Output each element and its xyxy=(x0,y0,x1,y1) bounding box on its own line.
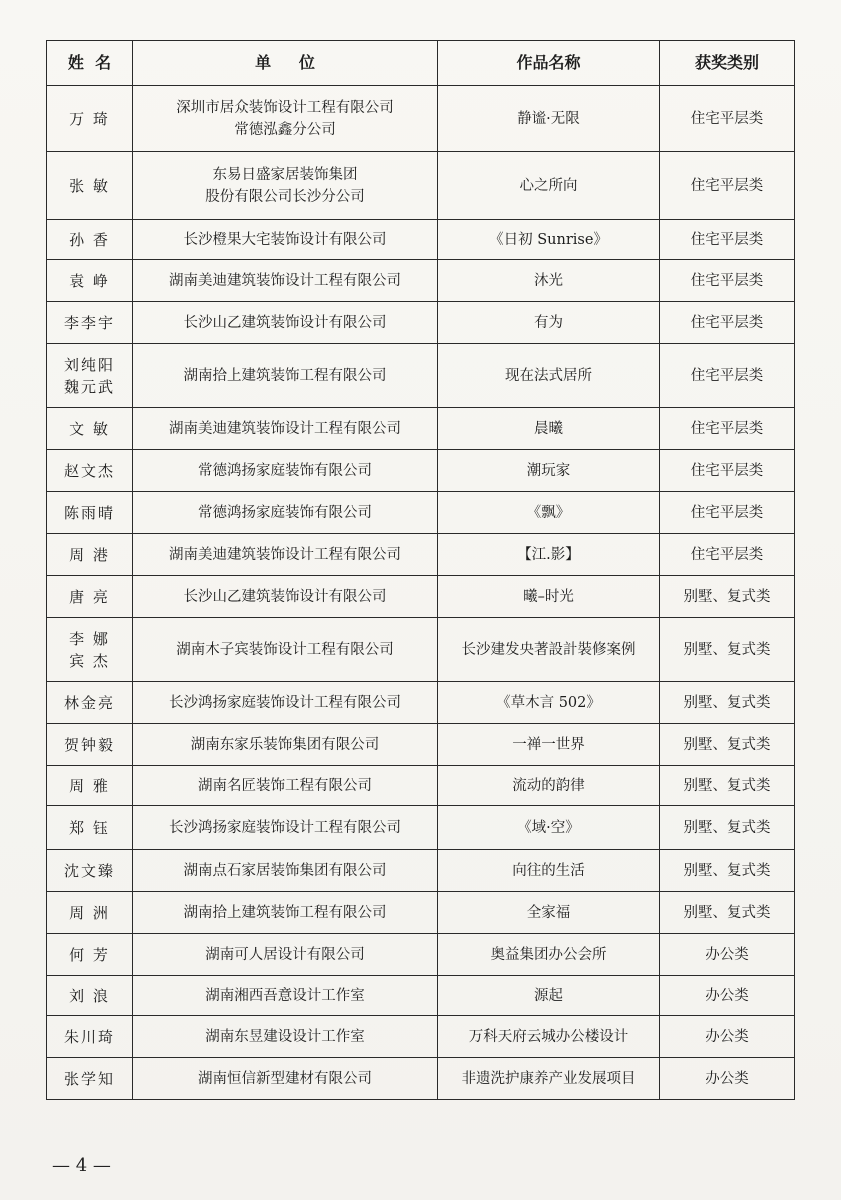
unit-cell-text: 长沙橙果大宅装饰设计有限公司 xyxy=(183,231,387,248)
table-row xyxy=(47,766,795,806)
unit-cell xyxy=(133,534,438,576)
name-cell-text: 张 敏 xyxy=(69,176,110,195)
name-cell-text: 何 芳 xyxy=(69,945,110,964)
unit-cell-text: 湖南恒信新型建材有限公司 xyxy=(198,1070,372,1087)
category-cell xyxy=(660,576,795,618)
work-cell xyxy=(438,86,660,152)
header-work: 作品名称 xyxy=(438,41,660,86)
category-cell-text: 住宅平层类 xyxy=(690,314,764,331)
category-cell xyxy=(660,220,795,260)
work-cell-text: 心之所向 xyxy=(519,177,578,194)
table-row xyxy=(47,892,795,934)
work-cell xyxy=(438,152,660,220)
header-name: 姓 名 xyxy=(47,41,133,86)
table-row xyxy=(47,934,795,976)
name-cell-text: 袁 峥 xyxy=(69,271,110,290)
unit-cell xyxy=(133,724,438,766)
unit-cell xyxy=(133,408,438,450)
unit-cell xyxy=(133,934,438,976)
name-cell xyxy=(47,682,133,724)
category-cell xyxy=(660,534,795,576)
work-cell xyxy=(438,576,660,618)
work-cell-text: 晨曦 xyxy=(534,420,563,437)
page-number: — 4 — xyxy=(52,1155,111,1176)
unit-cell-text: 长沙山乙建筑装饰设计有限公司 xyxy=(183,588,387,605)
name-cell-text: 郑 钰 xyxy=(69,818,110,837)
name-cell xyxy=(47,302,133,344)
work-cell-text: 潮玩家 xyxy=(526,462,571,479)
unit-cell xyxy=(133,682,438,724)
name-cell xyxy=(47,86,133,152)
unit-cell-text: 湖南东昱建设设计工作室 xyxy=(205,1028,365,1045)
name-cell xyxy=(47,492,133,534)
unit-cell xyxy=(133,220,438,260)
table-row xyxy=(47,618,795,682)
work-cell xyxy=(438,976,660,1016)
category-cell xyxy=(660,344,795,408)
name-cell-text: 孙 香 xyxy=(69,230,110,249)
name-cell xyxy=(47,534,133,576)
table-row xyxy=(47,408,795,450)
unit-cell xyxy=(133,86,438,152)
category-cell-text: 别墅、复式类 xyxy=(683,819,771,836)
name-cell-text: 周 洲 xyxy=(69,903,110,922)
name-cell xyxy=(47,976,133,1016)
unit-cell xyxy=(133,576,438,618)
category-cell xyxy=(660,86,795,152)
name-cell xyxy=(47,408,133,450)
name-cell-text: 张学知 xyxy=(63,1069,115,1088)
table-row xyxy=(47,152,795,220)
table-row xyxy=(47,576,795,618)
category-cell-text: 别墅、复式类 xyxy=(683,736,771,753)
name-cell-text: 文 敏 xyxy=(69,419,110,438)
work-cell-text: 奥益集团办公会所 xyxy=(490,946,607,963)
unit-cell-text: 湖南可人居设计有限公司 xyxy=(205,946,365,963)
category-cell-text: 住宅平层类 xyxy=(690,367,764,384)
name-cell xyxy=(47,1058,133,1100)
unit-cell-text: 常德鸿扬家庭装饰有限公司 xyxy=(198,462,372,479)
work-cell xyxy=(438,492,660,534)
table-row xyxy=(47,260,795,302)
unit-cell-text: 东易日盛家居装饰集团 股份有限公司长沙分公司 xyxy=(205,166,365,205)
unit-cell xyxy=(133,492,438,534)
name-cell-text: 唐 亮 xyxy=(69,587,110,606)
work-cell-text: 《日初 Sunrise》 xyxy=(489,231,608,248)
work-cell xyxy=(438,934,660,976)
category-cell-text: 住宅平层类 xyxy=(690,546,764,563)
category-cell xyxy=(660,1058,795,1100)
unit-cell-text: 湖南美迪建筑装饰设计工程有限公司 xyxy=(169,272,401,289)
category-cell xyxy=(660,1016,795,1058)
category-cell-text: 住宅平层类 xyxy=(690,504,764,521)
unit-cell-text: 湖南湘西吾意设计工作室 xyxy=(205,987,365,1004)
category-cell-text: 别墅、复式类 xyxy=(683,641,771,658)
unit-cell-text: 长沙山乙建筑装饰设计有限公司 xyxy=(183,314,387,331)
unit-cell xyxy=(133,976,438,1016)
category-cell-text: 办公类 xyxy=(705,1070,749,1087)
unit-cell xyxy=(133,1058,438,1100)
work-cell-text: 全家福 xyxy=(526,904,571,921)
category-cell xyxy=(660,492,795,534)
name-cell-text: 贺钟毅 xyxy=(63,735,115,754)
work-cell-text: 《域·空》 xyxy=(517,819,580,836)
work-cell-text: 曦–时光 xyxy=(523,588,574,605)
category-cell xyxy=(660,302,795,344)
work-cell xyxy=(438,260,660,302)
work-cell xyxy=(438,766,660,806)
name-cell-text: 刘 浪 xyxy=(69,986,110,1005)
name-cell-text: 李 娜 宾 杰 xyxy=(69,629,110,670)
category-cell-text: 办公类 xyxy=(705,946,749,963)
category-cell xyxy=(660,850,795,892)
name-cell-text: 万 琦 xyxy=(69,109,110,128)
work-cell-text: 【江.影】 xyxy=(517,546,580,563)
name-cell xyxy=(47,724,133,766)
category-cell xyxy=(660,450,795,492)
name-cell-text: 周 雅 xyxy=(69,776,110,795)
unit-cell xyxy=(133,850,438,892)
unit-cell-text: 湖南东家乐装饰集团有限公司 xyxy=(190,736,380,753)
table-row xyxy=(47,450,795,492)
header-unit: 单 位 xyxy=(133,41,438,86)
table-row xyxy=(47,1058,795,1100)
work-cell xyxy=(438,220,660,260)
table-row xyxy=(47,86,795,152)
category-cell xyxy=(660,892,795,934)
work-cell-text: 现在法式居所 xyxy=(505,367,592,384)
table-row xyxy=(47,1016,795,1058)
name-cell xyxy=(47,806,133,850)
category-cell-text: 住宅平层类 xyxy=(690,272,764,289)
table-row xyxy=(47,220,795,260)
work-cell xyxy=(438,618,660,682)
name-cell xyxy=(47,450,133,492)
unit-cell xyxy=(133,450,438,492)
name-cell xyxy=(47,1016,133,1058)
unit-cell-text: 湖南美迪建筑装饰设计工程有限公司 xyxy=(169,546,401,563)
category-cell xyxy=(660,724,795,766)
category-cell-text: 住宅平层类 xyxy=(690,177,764,194)
unit-cell xyxy=(133,344,438,408)
table-row xyxy=(47,806,795,850)
table-header-row xyxy=(47,41,795,86)
work-cell xyxy=(438,806,660,850)
name-cell-text: 林金亮 xyxy=(63,693,115,712)
work-cell xyxy=(438,344,660,408)
name-cell-text: 刘纯阳 魏元武 xyxy=(63,355,115,396)
name-cell-text: 陈雨晴 xyxy=(63,503,115,522)
unit-cell xyxy=(133,260,438,302)
category-cell-text: 别墅、复式类 xyxy=(683,862,771,879)
table-row xyxy=(47,344,795,408)
category-cell-text: 别墅、复式类 xyxy=(683,588,771,605)
category-cell xyxy=(660,618,795,682)
unit-cell-text: 湖南木子宾装饰设计工程有限公司 xyxy=(176,641,394,658)
category-cell-text: 办公类 xyxy=(705,987,749,1004)
category-cell xyxy=(660,934,795,976)
category-cell-text: 住宅平层类 xyxy=(690,420,764,437)
category-cell xyxy=(660,408,795,450)
work-cell-text: 一禅一世界 xyxy=(512,736,585,753)
unit-cell xyxy=(133,766,438,806)
work-cell xyxy=(438,302,660,344)
table-row xyxy=(47,724,795,766)
name-cell xyxy=(47,850,133,892)
unit-cell-text: 湖南拾上建筑装饰工程有限公司 xyxy=(183,904,387,921)
name-cell xyxy=(47,220,133,260)
unit-cell-text: 深圳市居众装饰设计工程有限公司 常德泓鑫分公司 xyxy=(176,99,394,138)
unit-cell xyxy=(133,892,438,934)
work-cell xyxy=(438,724,660,766)
work-cell-text: 有为 xyxy=(534,314,563,331)
unit-cell-text: 长沙鸿扬家庭装饰设计工程有限公司 xyxy=(169,819,401,836)
unit-cell-text: 常德鸿扬家庭装饰有限公司 xyxy=(198,504,372,521)
table-row xyxy=(47,976,795,1016)
work-cell-text: 向往的生活 xyxy=(512,862,585,879)
category-cell-text: 别墅、复式类 xyxy=(683,777,771,794)
award-table xyxy=(46,40,795,1100)
work-cell-text: 万科天府云城办公楼设计 xyxy=(468,1028,629,1045)
work-cell-text: 流动的韵律 xyxy=(512,777,585,794)
category-cell xyxy=(660,260,795,302)
name-cell-text: 朱川琦 xyxy=(63,1027,115,1046)
category-cell-text: 住宅平层类 xyxy=(690,462,764,479)
work-cell xyxy=(438,682,660,724)
unit-cell-text: 湖南点石家居装饰集团有限公司 xyxy=(183,862,387,879)
work-cell xyxy=(438,1058,660,1100)
unit-cell xyxy=(133,618,438,682)
work-cell-text: 《草木言 502》 xyxy=(496,694,601,711)
work-cell-text: 源起 xyxy=(534,987,563,1004)
category-cell-text: 办公类 xyxy=(705,1028,749,1045)
unit-cell xyxy=(133,152,438,220)
category-cell xyxy=(660,766,795,806)
work-cell-text: 《飘》 xyxy=(526,504,571,521)
category-cell xyxy=(660,976,795,1016)
unit-cell-text: 长沙鸿扬家庭装饰设计工程有限公司 xyxy=(169,694,401,711)
name-cell xyxy=(47,618,133,682)
work-cell xyxy=(438,1016,660,1058)
category-cell xyxy=(660,152,795,220)
name-cell xyxy=(47,152,133,220)
table-row xyxy=(47,492,795,534)
work-cell xyxy=(438,534,660,576)
unit-cell xyxy=(133,1016,438,1058)
category-cell-text: 住宅平层类 xyxy=(690,110,764,127)
work-cell-text: 沐光 xyxy=(534,272,563,289)
name-cell-text: 李李宇 xyxy=(63,313,115,332)
table-row xyxy=(47,302,795,344)
work-cell xyxy=(438,850,660,892)
name-cell-text: 周 港 xyxy=(69,545,110,564)
work-cell xyxy=(438,892,660,934)
work-cell-text: 非遗洗护康养产业发展项目 xyxy=(461,1070,636,1087)
name-cell xyxy=(47,892,133,934)
work-cell-text: 长沙建发央著設計裝修案例 xyxy=(461,641,636,658)
header-category: 获奖类别 xyxy=(660,41,795,86)
unit-cell-text: 湖南拾上建筑装饰工程有限公司 xyxy=(183,367,387,384)
category-cell-text: 别墅、复式类 xyxy=(683,904,771,921)
work-cell-text: 静谧·无限 xyxy=(517,110,580,127)
work-cell xyxy=(438,450,660,492)
unit-cell-text: 湖南名匠装饰工程有限公司 xyxy=(198,777,372,794)
name-cell-text: 沈文臻 xyxy=(63,861,115,880)
name-cell xyxy=(47,934,133,976)
work-cell xyxy=(438,408,660,450)
name-cell-text: 赵文杰 xyxy=(63,461,115,480)
name-cell xyxy=(47,344,133,408)
name-cell xyxy=(47,766,133,806)
unit-cell xyxy=(133,302,438,344)
table-row xyxy=(47,534,795,576)
category-cell-text: 别墅、复式类 xyxy=(683,694,771,711)
category-cell xyxy=(660,806,795,850)
name-cell xyxy=(47,260,133,302)
category-cell-text: 住宅平层类 xyxy=(690,231,764,248)
category-cell xyxy=(660,682,795,724)
name-cell xyxy=(47,576,133,618)
table-row xyxy=(47,682,795,724)
unit-cell xyxy=(133,806,438,850)
table-row xyxy=(47,850,795,892)
unit-cell-text: 湖南美迪建筑装饰设计工程有限公司 xyxy=(169,420,401,437)
